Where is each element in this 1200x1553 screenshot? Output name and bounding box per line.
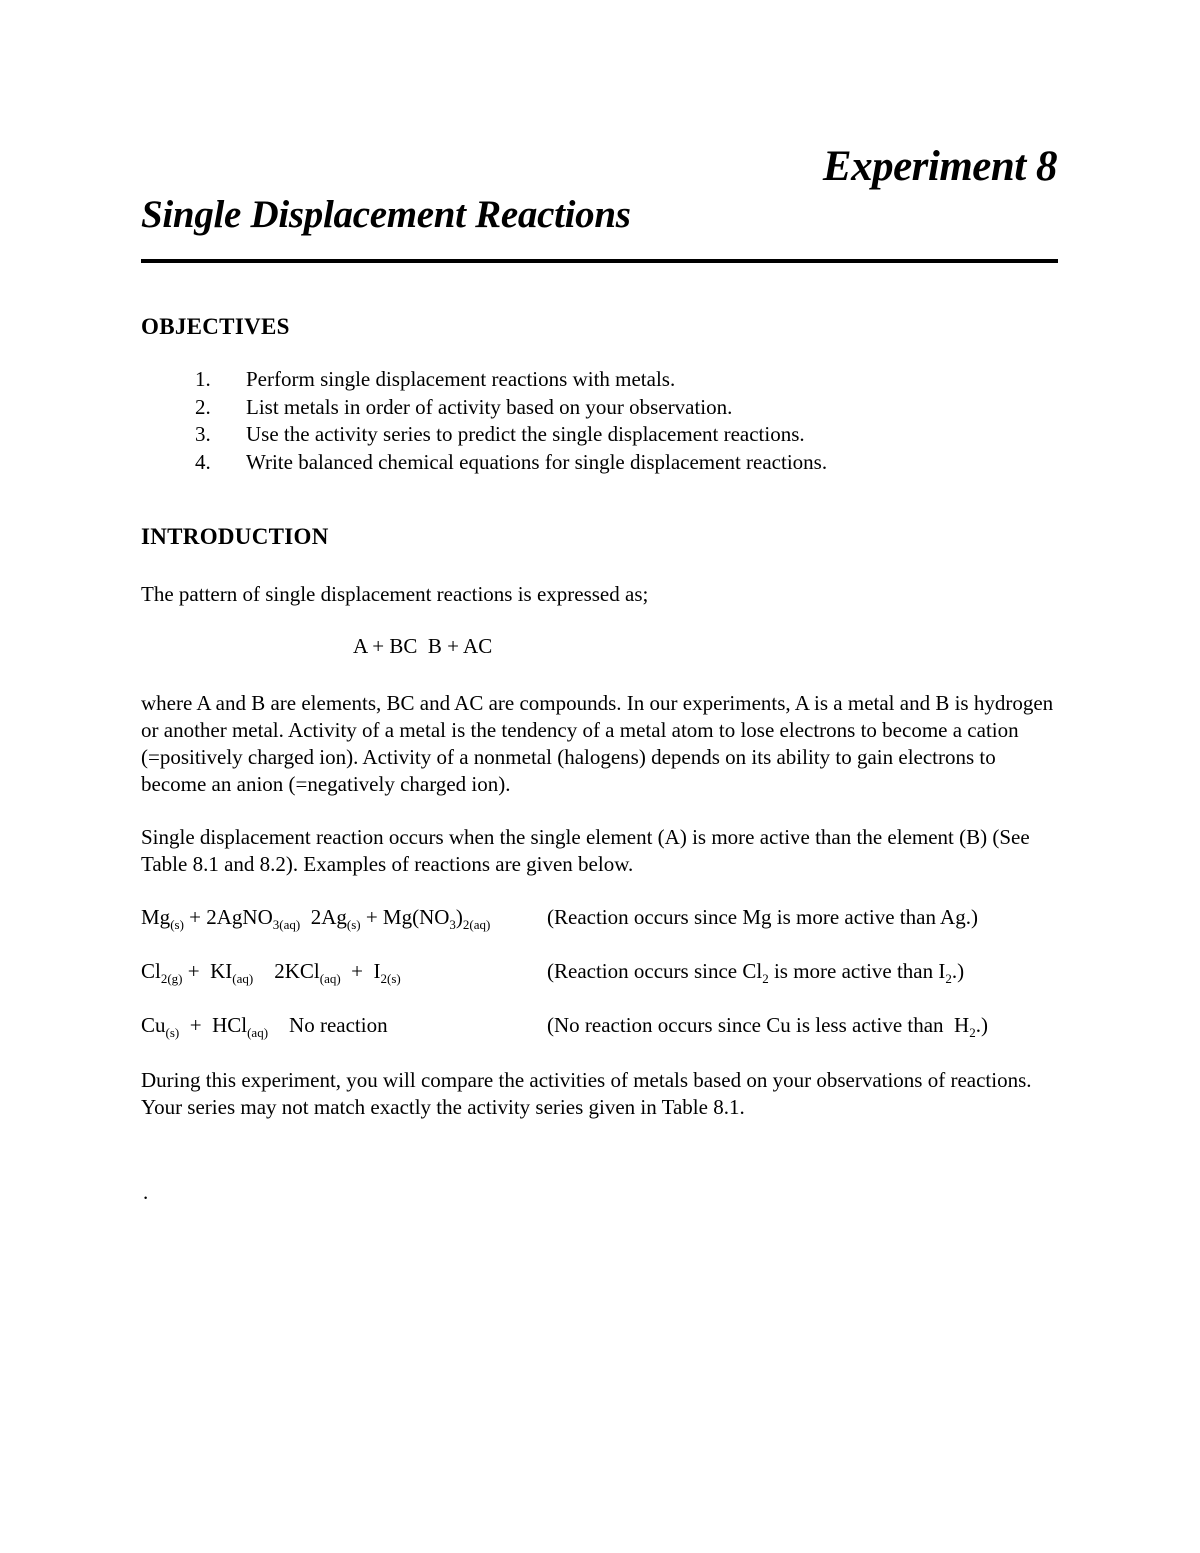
objectives-list — [141, 366, 827, 476]
reaction-note: (Reaction occurs since Mg is more active than Ag.) — [547, 905, 978, 929]
objective-text: Perform single displacement reactions with metals. — [246, 367, 676, 391]
reaction-equation: $Mg_{(s)}$ + 2AgNO$_{3(aq)}$ $2Ag_{(s)} + Mg(NO_3)_{2(aq)}$ — [141, 905, 491, 932]
reaction-note: (No reaction occurs since Cu is less active than $H_2$.) — [547, 1013, 988, 1040]
experiment-number: Experiment 8 — [822, 143, 1057, 190]
condition-paragraph: Single displacement reaction occurs when the single element (A) is more active than the element (B) (See Table 8.1 and 8.2). Examples of reactions are given below. — [141, 825, 1030, 876]
trailing-dot: . — [143, 1180, 149, 1204]
objective-item — [141, 366, 827, 394]
example-reaction-row — [141, 1013, 1061, 1043]
general-equation: A + BC B + AC — [353, 634, 493, 658]
title-divider — [141, 259, 1058, 263]
objective-text: Use the activity series to predict the single displacement reactions. — [246, 422, 805, 446]
objective-item — [141, 449, 827, 477]
objective-number: 3. — [195, 422, 211, 446]
objective-text: List metals in order of activity based on your observation. — [246, 394, 733, 419]
closing-paragraph: During this experiment, you will compare the activities of metals based on your observations of reactions. Your series may not match exactly the activity series given in Table 8.1. — [141, 1068, 1032, 1119]
objective-number: 2. — [195, 394, 211, 419]
reaction-equation: $Cl_{2(g)} + KI_{(aq)}$ $2KCl_{(aq)} + I_{2(s)}$ — [141, 959, 401, 986]
introduction-heading: INTRODUCTION — [141, 524, 329, 549]
example-reaction-row — [141, 959, 1061, 989]
page-title: Single Displacement Reactions — [141, 193, 631, 236]
reaction-note: (Reaction occurs since $Cl_2$ is more active than $I_2$.) — [547, 959, 965, 986]
objective-text: Write balanced chemical equations for single displacement reactions. — [246, 449, 828, 474]
objectives-heading: OBJECTIVES — [141, 314, 290, 339]
objective-item — [141, 421, 827, 449]
objective-number: 1. — [195, 367, 211, 391]
reaction-equation: $Cu_{(s)} + HCl_{(aq)}$ No reaction — [141, 1013, 388, 1040]
objective-item — [141, 394, 827, 422]
definition-paragraph: where A and B are elements, BC and AC are compounds. In our experiments, A is a metal and B is hydrogen or another metal. Activity of a metal is the tendency of a metal atom to lose electrons to become a cation (=positively charged ion). Activity of a nonmetal (halogens) depends on its ability to gain electrons to become an anion (=negatively charged ion). — [141, 691, 1054, 796]
pattern-paragraph: The pattern of single displacement reactions is expressed as; — [141, 582, 649, 606]
objective-number: 4. — [195, 449, 211, 474]
example-reaction-row — [141, 905, 1061, 935]
